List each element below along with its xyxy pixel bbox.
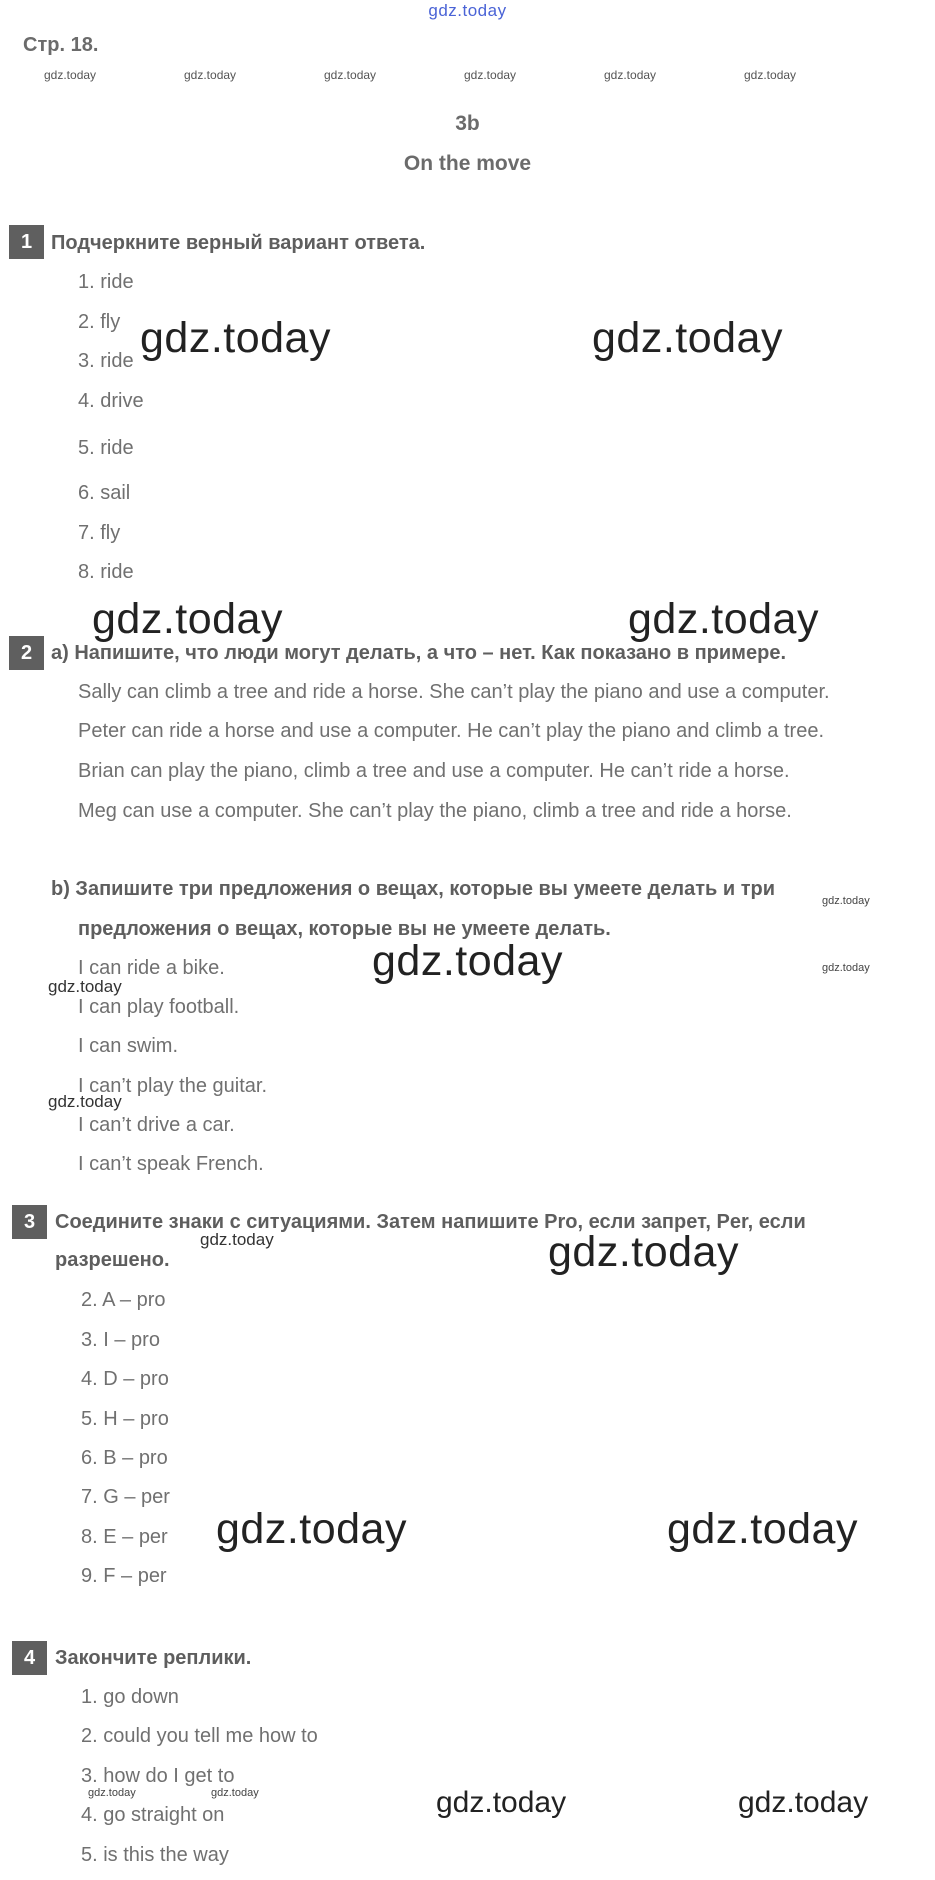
- answer-line: 3. ride: [78, 350, 134, 372]
- watermark: gdz.today: [822, 962, 870, 974]
- answer-line: 7. fly: [78, 522, 121, 544]
- watermark: gdz.today: [140, 314, 331, 362]
- task-instruction: разрешено.: [55, 1249, 170, 1271]
- watermark: gdz.today: [48, 977, 122, 996]
- answer-line: 7. G – per: [81, 1486, 170, 1508]
- answer-line: 6. sail: [78, 482, 131, 504]
- watermark: gdz.today: [184, 68, 237, 82]
- answer-line: 2. could you tell me how to: [81, 1725, 318, 1747]
- answer-line: 9. F – per: [81, 1565, 167, 1587]
- answer-line: 4. go straight on: [81, 1804, 225, 1826]
- task-number-badge: 1: [9, 225, 44, 259]
- watermark: gdz.today: [628, 595, 819, 643]
- unit-label: 3b: [455, 112, 480, 135]
- task-instruction: предложения о вещах, которые вы не умеете делать.: [78, 918, 611, 940]
- answer-line: 5. ride: [78, 437, 134, 459]
- answer-line: I can’t play the guitar.: [78, 1075, 268, 1097]
- answer-line: 8. E – per: [81, 1526, 168, 1548]
- watermark: gdz.today: [744, 68, 797, 82]
- answer-line: Brian can play the piano, climb a tree and use a computer. He can’t ride a horse.: [78, 760, 790, 782]
- answer-line: I can’t drive a car.: [78, 1114, 235, 1136]
- watermark: gdz.today: [464, 68, 517, 82]
- watermark: gdz.today: [200, 1230, 274, 1249]
- answer-line: 4. D – pro: [81, 1368, 169, 1390]
- watermark: gdz.today: [667, 1505, 858, 1553]
- watermark: gdz.today: [88, 1787, 136, 1799]
- watermark: gdz.today: [44, 68, 97, 82]
- answer-line: I can play football.: [78, 996, 240, 1018]
- answer-line: 8. ride: [78, 561, 134, 583]
- watermark: gdz.today: [92, 595, 283, 643]
- task-number-badge: 4: [12, 1641, 47, 1675]
- answer-line: 3. how do I get to: [81, 1765, 235, 1787]
- answer-line: I can’t speak French.: [78, 1153, 264, 1175]
- watermark: gdz.today: [48, 1092, 122, 1111]
- answer-line: 2. fly: [78, 311, 121, 333]
- answer-line: 4. drive: [78, 390, 144, 412]
- task-instruction: Подчеркните верный вариант ответа.: [51, 232, 426, 254]
- watermark: gdz.today: [372, 937, 563, 985]
- watermark: gdz.today: [216, 1505, 407, 1553]
- task-instruction: b) Запишите три предложения о вещах, которые вы умеете делать и три: [51, 878, 776, 900]
- answer-line: 1. go down: [81, 1686, 179, 1708]
- answer-line: 2. A – pro: [81, 1289, 166, 1311]
- page-title: On the move: [403, 152, 532, 175]
- task-number-badge: 2: [9, 636, 44, 670]
- task-instruction: Соедините знаки с ситуациями. Затем напишите Pro, если запрет, Per, если: [55, 1211, 806, 1233]
- watermark: gdz.today: [211, 1787, 259, 1799]
- watermark: gdz.today: [548, 1228, 739, 1276]
- watermark: gdz.today: [604, 68, 657, 82]
- answer-line: 1. ride: [78, 271, 134, 293]
- answer-line: I can swim.: [78, 1035, 179, 1057]
- answer-line: 5. is this the way: [81, 1844, 229, 1866]
- answer-line: I can ride a bike.: [78, 957, 225, 979]
- task-instruction: а) Напишите, что люди могут делать, а что – нет. Как показано в примере.: [51, 642, 786, 664]
- answer-line: 3. I – pro: [81, 1329, 160, 1351]
- answer-line: Sally can climb a tree and ride a horse. She can’t play the piano and use a computer.: [78, 681, 830, 703]
- task-instruction: Закончите реплики.: [55, 1647, 252, 1669]
- answer-line: 5. H – pro: [81, 1408, 169, 1430]
- answer-line: 6. B – pro: [81, 1447, 168, 1469]
- watermark: gdz.today: [324, 68, 377, 82]
- watermark: gdz.today: [436, 1786, 567, 1819]
- answer-line: Meg can use a computer. She can’t play the piano, climb a tree and ride a horse.: [78, 800, 792, 822]
- answer-line: Peter can ride a horse and use a computer. He can’t play the piano and climb a tree.: [78, 720, 824, 742]
- watermark: gdz.today: [822, 895, 870, 907]
- top-watermark: gdz.today: [428, 1, 507, 20]
- task-number-badge: 3: [12, 1205, 47, 1239]
- page-number: Стр. 18.: [23, 34, 99, 56]
- watermark: gdz.today: [592, 314, 783, 362]
- watermark: gdz.today: [738, 1786, 869, 1819]
